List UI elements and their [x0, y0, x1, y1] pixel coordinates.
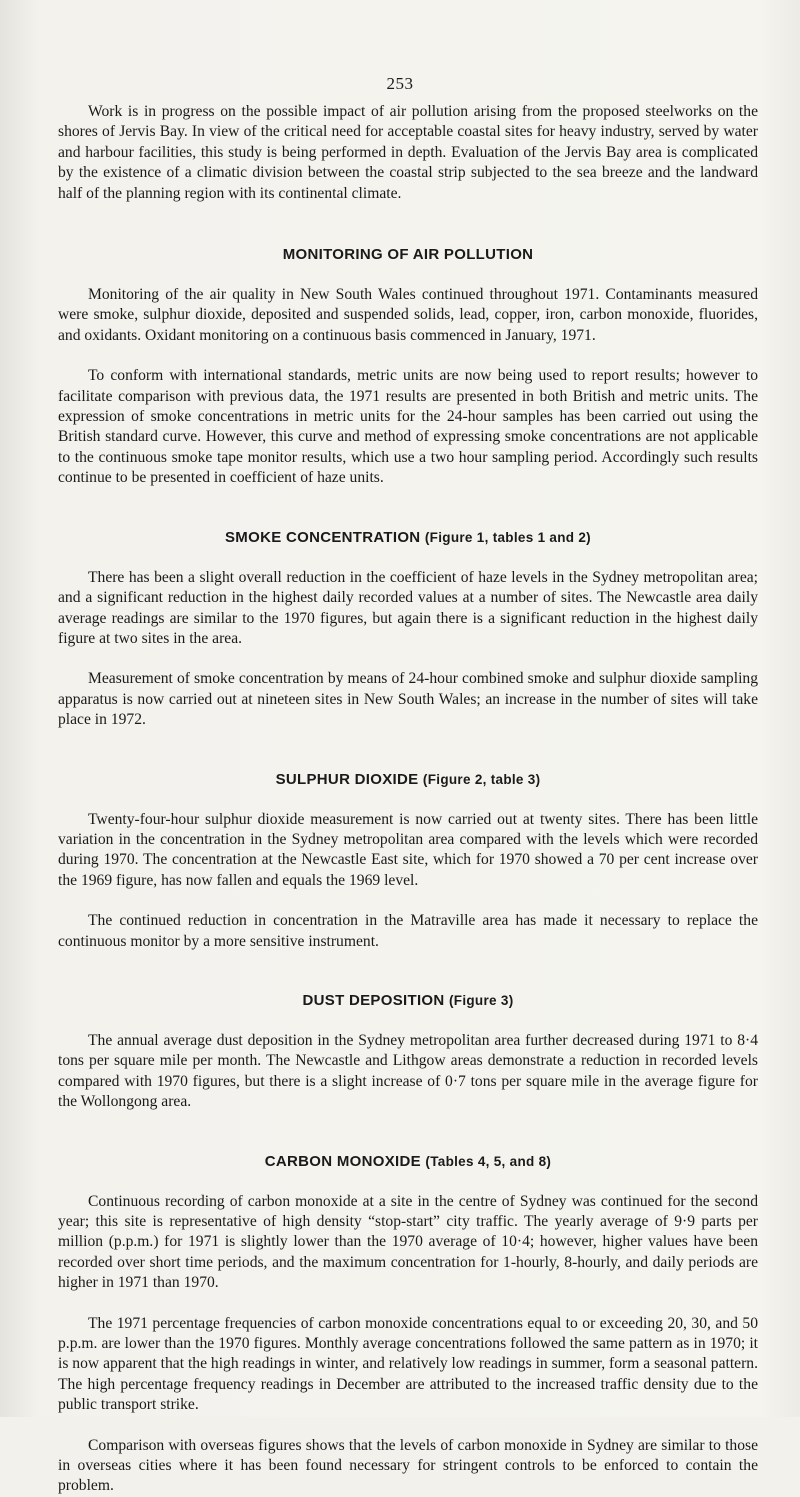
section-heading-reference: (Figure 2, table 3) [422, 771, 541, 787]
section-paragraph: Continuous recording of carbon monoxide at a site in the centre of Sydney was continued for the second year; this site is representative of high density “stop-start” city traffic. The yearly average of 9·9 parts per million (p.p.m.) for 1971 is slightly lower than the 1970 average of 10·4; however, higher values have been recorded over short time periods, and the maximum concentration for 1-hourly, 8-hourly, and daily periods are higher in 1971 than 1970. [58, 1192, 758, 1292]
section-heading-carbon-monoxide [58, 1153, 758, 1170]
section-heading-title: MONITORING OF AIR POLLUTION [282, 246, 534, 264]
page-body [58, 74, 758, 1497]
section-paragraph: There has been a slight overall reduction in the coefficient of haze levels in the Sydney metropolitan area; and a significant reduction in the highest daily recorded values at a number of sites. The Newcastle area daily average readings are similar to the 1970 figures, but again there is a significant reduction in the highest daily figure at two sites in the area. [58, 568, 758, 647]
section-heading-smoke [58, 529, 758, 546]
section-heading-monitoring [58, 246, 758, 263]
section-paragraph: Monitoring of the air quality in New South Wales continued throughout 1971. Contaminants measured were smoke, sulphur dioxide, deposited and suspended solids, lead, copper, iron, carbon monoxide, fluorides, and oxidants. Oxidant monitoring on a continuous basis commenced in January, 1971. [58, 286, 758, 344]
intro-paragraph: Work is in progress on the possible impact of air pollution arising from the proposed steelworks on the shores of Jervis Bay. In view of the critical need for acceptable coastal sites for heavy industry, served by water and harbour facilities, this study is being performed in depth. Evaluation of the Jervis Bay area is complicated by the existence of a climatic division between the coastal strip subjected to the sea breeze and the landward half of the planning region with its continental climate. [58, 103, 758, 202]
section-heading-reference: (Figure 3) [448, 992, 514, 1008]
section-heading-title: DUST DEPOSITION [302, 991, 445, 1009]
section-paragraph: The annual average dust deposition in the Sydney metropolitan area further decreased during 1971 to 8·4 tons per square mile per month. The Newcastle and Lithgow areas demonstrate a reduction in recorded levels compared with 1970 figures, but there is a slight increase of 0·7 tons per square mile in the average figure for the Wollongong area. [58, 1031, 758, 1111]
section-paragraph: To conform with international standards, metric units are now being used to report results; however to facilitate comparison with previous data, the 1971 results are presented in both British and metric units. The expression of smoke concentrations in metric units for the 24-hour samples has been carried out using the British standard curve. However, this curve and method of expressing smoke concentrations are not applicable to the continuous smoke tape monitor results, which use a two hour sampling period. Accordingly such results continue to be presented in coefficient of haze units. [58, 367, 758, 487]
section-paragraph: The continued reduction in concentration in the Matraville area has made it necessary to replace the continuous monitor by a more sensitive instrument. [58, 912, 758, 950]
section-paragraph: The 1971 percentage frequencies of carbon monoxide concentrations equal to or exceeding 20, 30, and 50 p.p.m. are lower than the 1970 figures. Monthly average concentrations followed the same pattern as in 1970; it is now apparent that the high readings in winter, and relatively low readings in summer, form a seasonal pattern. The high percentage frequency readings in December are attributed to the increased traffic density due to the public transport strike. [58, 1314, 758, 1414]
section-heading-sulphur [58, 771, 758, 788]
section-paragraph: Twenty-four-hour sulphur dioxide measurement is now carried out at twenty sites. There has been little variation in the concentration in the Sydney metropolitan area compared with the levels which were recorded during 1970. The concentration at the Newcastle East site, which for 1970 showed a 70 per cent increase over the 1969 figure, has now fallen and equals the 1969 level. [58, 810, 758, 889]
section-heading-title: SMOKE CONCENTRATION [225, 528, 421, 546]
section-heading-reference: (Figure 1, tables 1 and 2) [424, 529, 591, 545]
section-heading-title: CARBON MONOXIDE [264, 1152, 421, 1170]
section-heading-reference: (Tables 4, 5, and 8) [425, 1153, 552, 1169]
section-heading-title: SULPHUR DIOXIDE [275, 770, 419, 788]
section-heading-dust [58, 992, 758, 1009]
section-paragraph: Measurement of smoke concentration by means of 24-hour combined smoke and sulphur dioxide sampling apparatus is now carried out at nineteen sites in New South Wales; an increase in the number of sites will take place in 1972. [58, 670, 758, 729]
page-number: 253 [386, 74, 414, 93]
section-paragraph: Comparison with overseas figures shows that the levels of carbon monoxide in Sydney are similar to those in overseas cities where it has been found necessary for stringent controls to be enforced to contain the problem. [58, 1436, 758, 1495]
